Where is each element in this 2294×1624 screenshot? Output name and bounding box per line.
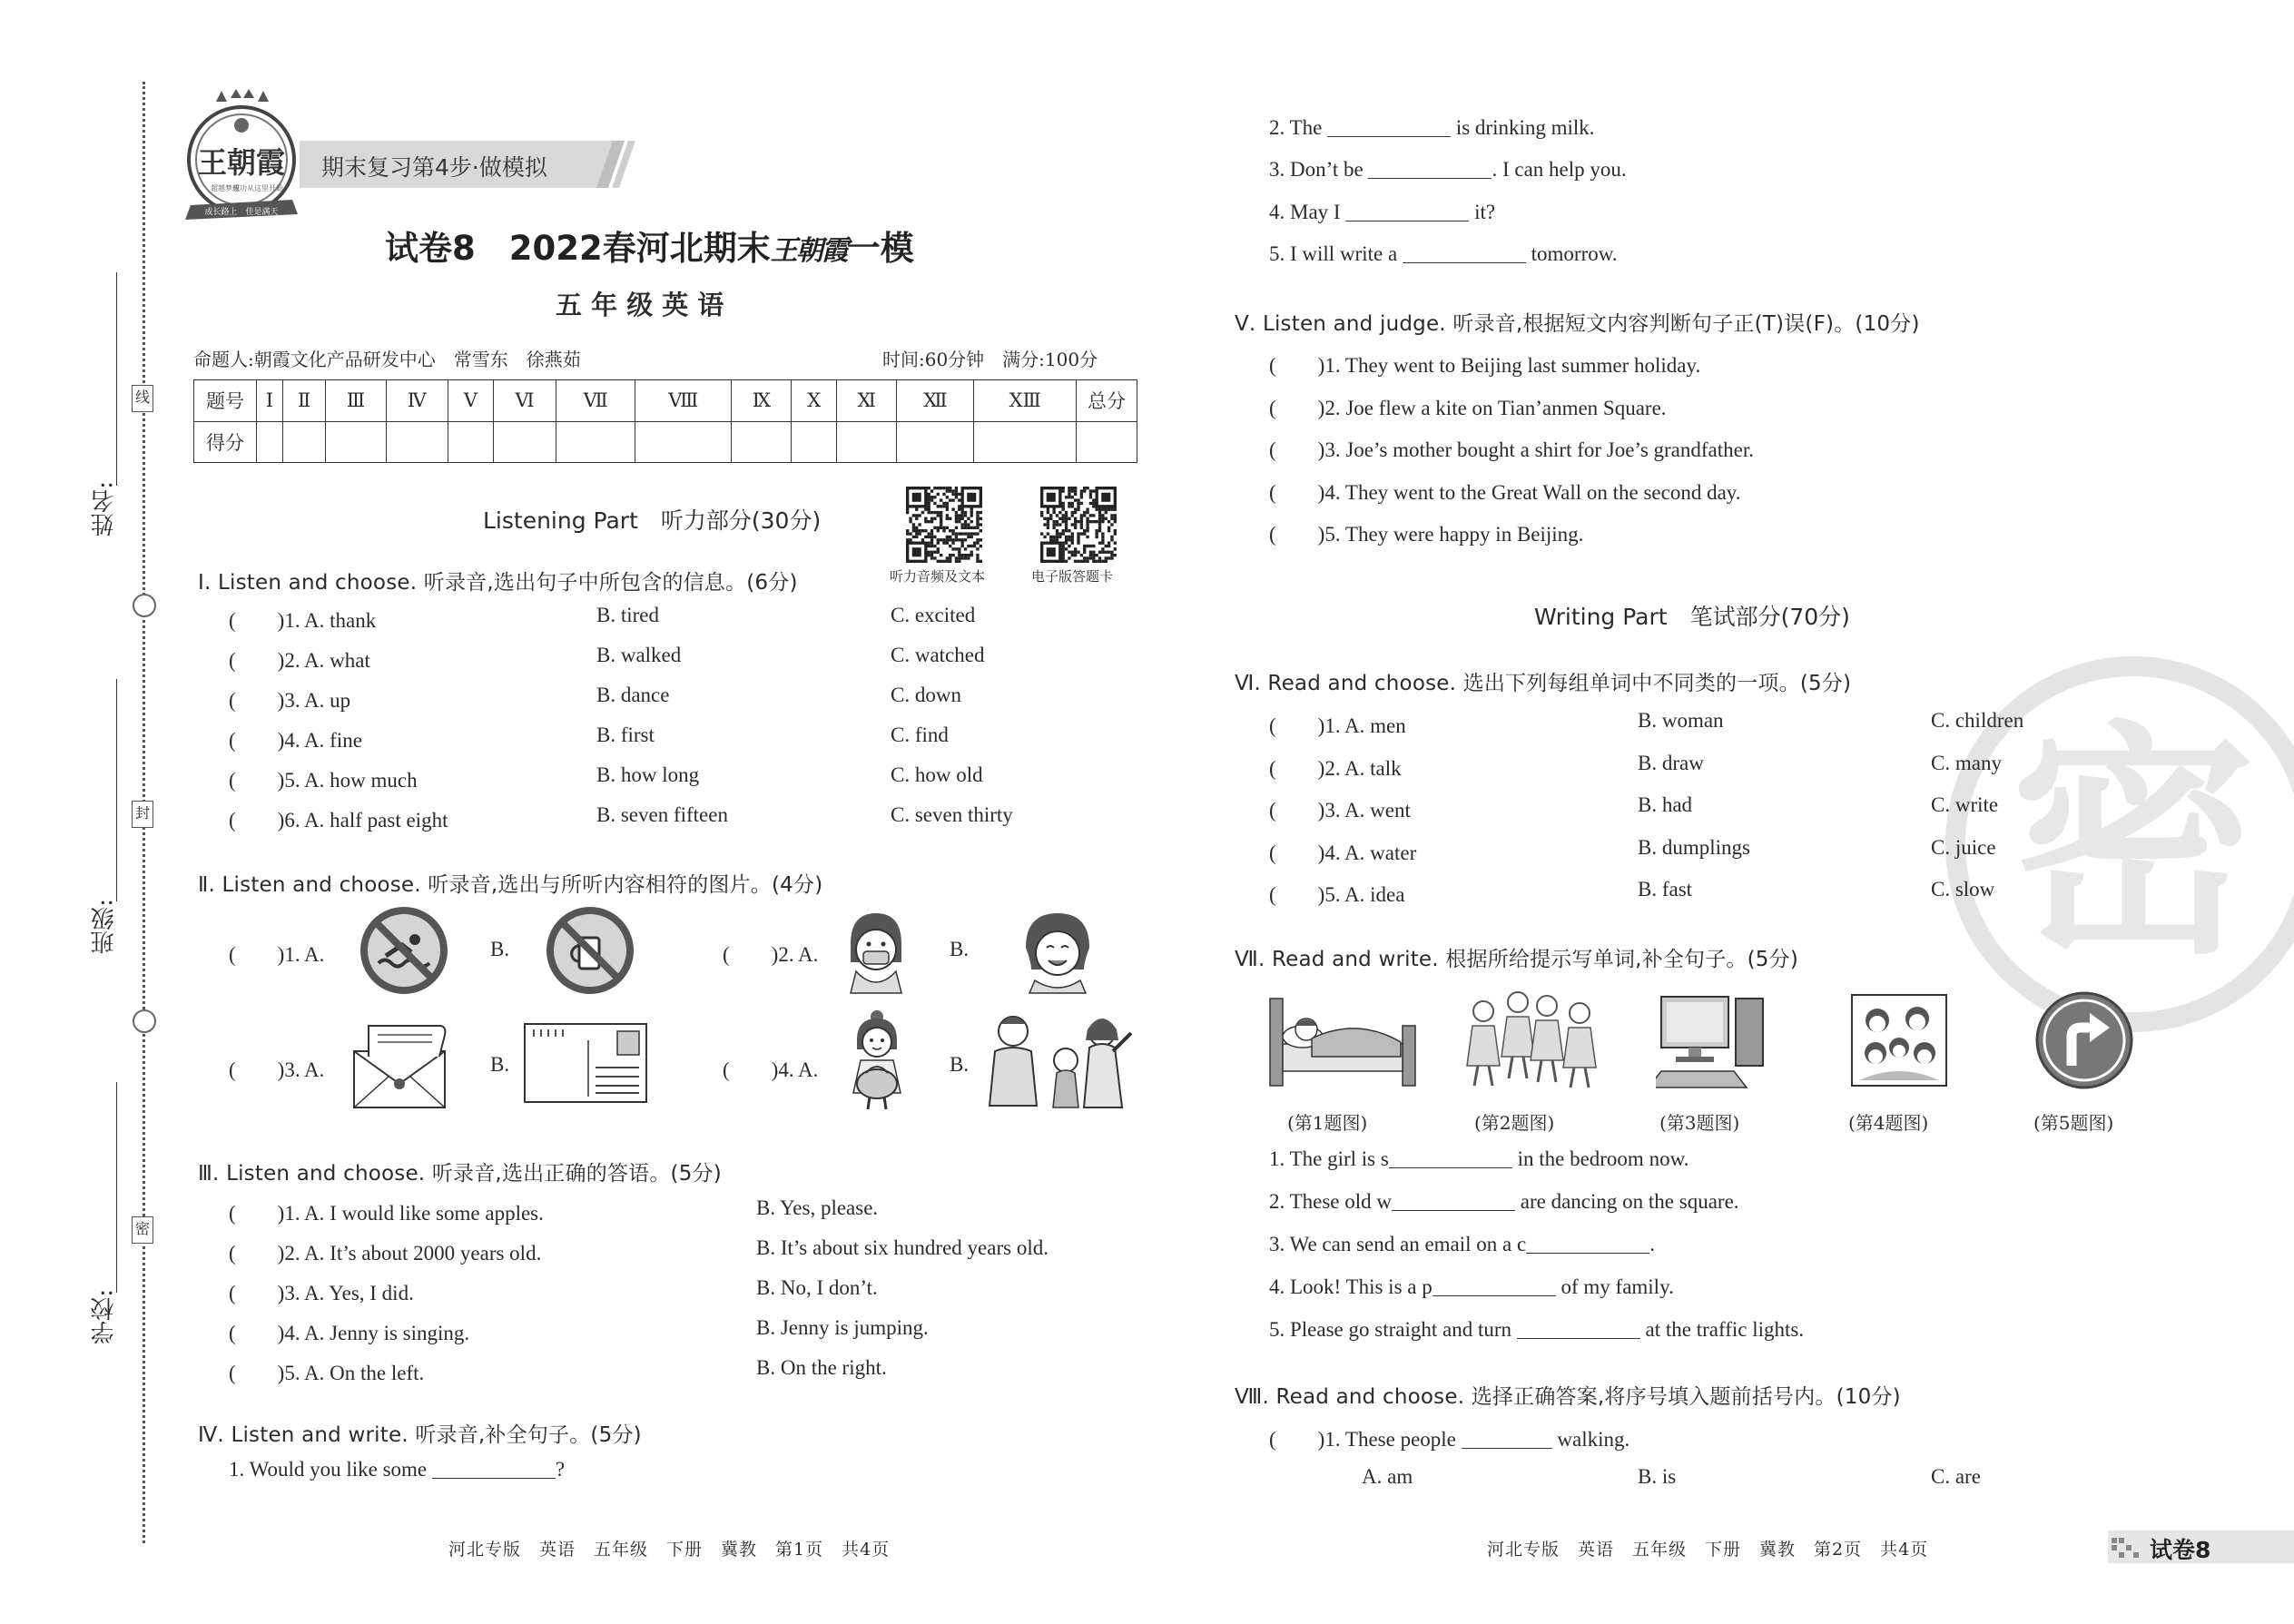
qr-code-answer-card[interactable]	[1040, 487, 1117, 563]
score-col: Ⅻ	[897, 380, 974, 422]
s5-statement: ( )3. Joe’s mother bought a shirt for Joe’s grandfather.	[1269, 438, 1754, 461]
picture-caption: (第3题图)	[1659, 1112, 1740, 1134]
page-subtitle: 五 年 级 英 语	[556, 290, 724, 320]
computer-picture[interactable]	[1656, 991, 1769, 1095]
score-col: Ⅴ	[448, 380, 493, 422]
page-title	[385, 221, 914, 270]
s7-item-2	[1269, 1190, 1739, 1214]
score-cell[interactable]	[282, 421, 326, 463]
answer-blank[interactable]	[1327, 135, 1451, 137]
s7-item-5	[1269, 1318, 1804, 1342]
name-label: 姓名:	[91, 481, 118, 536]
s1-option-b: B. how long	[596, 763, 700, 786]
title-brand: 王朝霞	[770, 235, 847, 267]
answer-blank[interactable]	[1392, 1209, 1515, 1211]
s7-item-1	[1269, 1147, 1689, 1171]
s1-option-b: B. walked	[596, 644, 682, 666]
s1-option-a: ( )6. A. half past eight	[229, 809, 448, 832]
envelope-letter-picture[interactable]	[349, 1020, 453, 1117]
s3-option-b: B. It’s about six hundred years old.	[756, 1236, 1049, 1259]
no-drinking-sign-icon[interactable]	[545, 905, 635, 999]
seal-mark-xian: 线	[132, 385, 153, 412]
section4-title: Ⅳ. Listen and write. 听录音,补全句子。(5分)	[198, 1423, 642, 1447]
s2-item: ( )3. A.	[229, 1058, 325, 1081]
s1-option-a: ( )4. A. fine	[229, 729, 362, 752]
answer-blank[interactable]	[1403, 261, 1526, 263]
s3-option-b: B. Jenny is jumping.	[756, 1316, 929, 1339]
s3-option-a: ( )5. A. On the left.	[229, 1362, 425, 1384]
picture-caption: (第5题图)	[2033, 1112, 2114, 1134]
s3-option-a: ( )2. A. It’s about 2000 years old.	[229, 1242, 542, 1265]
class-label: 班级:	[91, 899, 118, 954]
s7-item-4	[1269, 1275, 1674, 1299]
watermark-text: 密	[2011, 701, 2256, 987]
school-field[interactable]	[116, 1082, 117, 1293]
time-score: 时间:60分钟 满分:100分	[882, 349, 1098, 370]
score-col: Ⅷ	[635, 380, 732, 422]
logo-motto-right: 成功从这里开始	[232, 184, 283, 192]
score-cell[interactable]	[897, 421, 974, 463]
s4-pre: 2. The	[1269, 116, 1323, 139]
logo-ribbon-text: 成长路上 佳是满天	[204, 208, 279, 217]
score-col: Ⅹ	[792, 380, 837, 422]
s8-option-c: C. are	[1931, 1465, 1981, 1488]
s1-option-b: B. tired	[596, 604, 659, 626]
s7-pre: 1. The girl is s	[1269, 1147, 1389, 1170]
s8-option-b: B. is	[1638, 1465, 1677, 1488]
seal-mark-mi: 密	[132, 1216, 153, 1244]
score-cell[interactable]	[326, 421, 386, 463]
footer-tab	[2108, 1530, 2294, 1563]
banner-text: 期末复习第4步·做模拟	[321, 154, 547, 181]
s5-statement: ( )1. They went to Beijing last summer holiday.	[1269, 354, 1701, 377]
s6-option-c: C. slow	[1931, 878, 1995, 901]
qr-code-audio[interactable]	[906, 487, 982, 563]
score-cell[interactable]	[556, 421, 635, 463]
s6-option-b: B. had	[1638, 793, 1693, 816]
score-table-header-label: 题号	[194, 380, 257, 422]
s1-option-c: C. how old	[891, 763, 983, 786]
s8-post: walking.	[1557, 1428, 1630, 1451]
smiling-woman-picture[interactable]	[1017, 908, 1098, 998]
picture-caption: (第4题图)	[1848, 1112, 1929, 1134]
s6-option-a: ( )4. A. water	[1269, 841, 1417, 864]
logo-text: 王朝霞	[197, 145, 286, 180]
s2-b-label: B.	[490, 938, 510, 960]
s8-pre: ( )1. These people	[1269, 1428, 1456, 1451]
section8-title: Ⅷ. Read and choose. 选择正确答案,将序号填入题前括号内。(10分)	[1235, 1385, 1901, 1409]
s1-option-c: C. seven thirty	[891, 803, 1013, 826]
s3-option-a: ( )3. A. Yes, I did.	[229, 1282, 414, 1304]
s6-option-b: B. fast	[1638, 878, 1693, 901]
footer-right: 河北专版 英语 五年级 下册 冀教 第2页 共4页	[1487, 1540, 1929, 1560]
postcard-picture[interactable]	[523, 1022, 650, 1109]
section2-title: Ⅱ. Listen and choose. 听录音,选出与所听内容相符的图片。(4分)	[198, 873, 823, 897]
s7-post: at the traffic lights.	[1645, 1318, 1805, 1341]
s4-post: it?	[1474, 201, 1496, 223]
s2-item: ( )1. A.	[229, 943, 325, 966]
score-col: Ⅺ	[837, 380, 897, 422]
score-table-header-row	[194, 380, 1137, 422]
s4-item-5	[1269, 242, 1618, 266]
score-cell[interactable]	[837, 421, 897, 463]
score-cell[interactable]	[386, 421, 448, 463]
listening-part-heading: Listening Part 听力部分(30分)	[483, 507, 822, 534]
s3-option-b: B. On the right.	[756, 1356, 887, 1379]
s6-option-c: C. write	[1931, 793, 1999, 816]
s1-option-a: ( )3. A. up	[229, 689, 351, 712]
s1-option-c: C. excited	[891, 604, 976, 626]
qr-label-audio: 听力音频及文本	[890, 568, 986, 585]
section3-title: Ⅲ. Listen and choose. 听录音,选出正确的答语。(5分)	[198, 1162, 722, 1186]
s2-item: ( )4. A.	[723, 1058, 819, 1081]
score-cell[interactable]	[448, 421, 493, 463]
s3-option-b: B. Yes, please.	[756, 1196, 879, 1219]
s4-item-4	[1269, 201, 1495, 224]
s7-post: .	[1649, 1233, 1655, 1255]
s1-option-c: C. watched	[891, 644, 985, 666]
score-col: Ⅲ	[326, 380, 386, 422]
binding-ring-icon	[133, 594, 156, 617]
s3-option-a: ( )1. A. I would like some apples.	[229, 1202, 544, 1225]
s4-pre: 3. Don’t be	[1269, 158, 1364, 181]
authors: 命题人:朝霞文化产品研发中心 常雪东 徐燕茹	[193, 349, 581, 370]
score-col: Ⅵ	[494, 380, 556, 422]
answer-blank[interactable]	[1389, 1166, 1512, 1168]
s2-b-label: B.	[950, 1053, 970, 1076]
s3-option-b: B. No, I don’t.	[756, 1276, 878, 1299]
s7-post: of my family.	[1561, 1275, 1674, 1298]
s4-pre: 5. I will write a	[1269, 242, 1398, 265]
score-col: ⅩⅢ	[974, 380, 1077, 422]
score-cell[interactable]	[257, 421, 283, 463]
brand-logo	[178, 89, 305, 225]
answer-blank[interactable]	[1526, 1252, 1649, 1254]
s4-item-1	[229, 1458, 565, 1481]
s4-item-3	[1269, 158, 1627, 182]
score-cell[interactable]	[635, 421, 732, 463]
section6-title: Ⅵ. Read and choose. 选出下列每组单词中不同类的一项。(5分)	[1235, 672, 1852, 695]
s5-statement: ( )5. They were happy in Beijing.	[1269, 523, 1584, 546]
score-cell[interactable]	[1077, 421, 1137, 463]
s1-option-b: B. first	[596, 723, 655, 746]
s1-option-c: C. find	[891, 723, 949, 746]
s6-option-a: ( )3. A. went	[1269, 799, 1411, 822]
score-table-score-row	[194, 421, 1137, 463]
score-col: Ⅰ	[257, 380, 283, 422]
s1-option-b: B. dance	[596, 684, 670, 706]
answer-blank[interactable]	[1517, 1337, 1640, 1339]
girl-with-mask-picture[interactable]	[840, 908, 912, 998]
score-cell[interactable]	[792, 421, 837, 463]
title-main: 试卷8 2022春河北期末	[385, 229, 771, 268]
section5-title: Ⅴ. Listen and judge. 听录音,根据短文内容判断句子正(T)误(F)。(10分)	[1235, 312, 1920, 336]
s4-post: is drinking milk.	[1455, 116, 1595, 139]
s2-item: ( )2. A.	[723, 943, 819, 966]
score-col: Ⅸ	[732, 380, 792, 422]
family-photo-picture[interactable]	[1850, 993, 1948, 1091]
class-field[interactable]	[116, 679, 117, 901]
answer-blank[interactable]	[1462, 1447, 1552, 1449]
s7-item-3	[1269, 1233, 1655, 1256]
picture-caption: (第2题图)	[1474, 1112, 1555, 1134]
s7-post: are dancing on the square.	[1520, 1190, 1739, 1213]
score-cell[interactable]	[494, 421, 556, 463]
footer-tab-label: 试卷8	[2150, 1537, 2211, 1563]
s5-statement: ( )2. Joe flew a kite on Tian’anmen Square.	[1269, 396, 1667, 419]
s6-option-b: B. woman	[1638, 709, 1724, 732]
s8-option-a: A. am	[1362, 1465, 1413, 1488]
banner	[300, 141, 635, 188]
s6-option-b: B. dumplings	[1638, 835, 1750, 859]
score-table-score-label: 得分	[194, 421, 257, 463]
family-group-picture[interactable]	[977, 1011, 1136, 1115]
s6-option-b: B. draw	[1638, 751, 1704, 774]
s5-statement: ( )4. They went to the Great Wall on the second day.	[1269, 480, 1741, 504]
score-cell[interactable]	[974, 421, 1077, 463]
s4-pre: 1. Would you like some	[229, 1458, 428, 1481]
s7-pre: 5. Please go straight and turn	[1269, 1318, 1512, 1341]
answer-blank[interactable]	[432, 1477, 556, 1479]
score-cell[interactable]	[732, 421, 792, 463]
s6-option-c: C. juice	[1931, 835, 1996, 859]
sleeping-girl-picture[interactable]	[1266, 989, 1421, 1093]
s1-option-c: C. down	[891, 684, 961, 706]
s1-option-a: ( )1. A. thank	[229, 609, 377, 632]
s8-item-1	[1269, 1422, 1629, 1452]
footer-left: 河北专版 英语 五年级 下册 冀教 第1页 共4页	[448, 1540, 891, 1560]
answer-blank[interactable]	[1368, 177, 1492, 179]
s1-option-a: ( )5. A. how much	[229, 769, 418, 792]
title-suffix: 一模	[846, 229, 914, 268]
score-col-total: 总分	[1077, 380, 1137, 422]
seal-mark-feng: 封	[132, 801, 153, 828]
answer-blank[interactable]	[1345, 220, 1469, 221]
s3-option-a: ( )4. A. Jenny is singing.	[229, 1322, 470, 1344]
s7-pre: 2. These old w	[1269, 1190, 1393, 1213]
logo-motto-left: 超越梦想	[211, 184, 240, 192]
score-col: Ⅶ	[556, 380, 635, 422]
s4-post: ?	[555, 1458, 566, 1481]
s7-post: in the bedroom now.	[1517, 1147, 1689, 1170]
s6-option-a: ( )5. A. idea	[1269, 883, 1405, 906]
s1-option-b: B. seven fifteen	[596, 803, 728, 826]
s4-post: tomorrow.	[1531, 242, 1618, 265]
s6-option-c: C. children	[1931, 709, 2024, 732]
s1-option-a: ( )2. A. what	[229, 649, 370, 672]
qr-label-answer-card: 电子版答题卡	[1031, 568, 1114, 585]
section7-title: Ⅶ. Read and write. 根据所给提示写单词,补全句子。(5分)	[1235, 948, 1798, 971]
section1-title: Ⅰ. Listen and choose. 听录音,选出句子中所包含的信息。(6分)	[198, 571, 798, 595]
writing-part-heading: Writing Part 笔试部分(70分)	[1534, 604, 1850, 630]
score-table	[193, 379, 1137, 463]
answer-blank[interactable]	[1433, 1294, 1556, 1296]
s6-option-a: ( )1. A. men	[1269, 714, 1406, 737]
s7-pre: 4. Look! This is a p	[1269, 1275, 1433, 1298]
picture-caption: (第1题图)	[1287, 1112, 1368, 1134]
s2-b-label: B.	[950, 938, 970, 960]
s4-pre: 4. May I	[1269, 201, 1341, 223]
s2-b-label: B.	[490, 1053, 510, 1076]
score-col: Ⅱ	[282, 380, 326, 422]
old-people-dancing-picture[interactable]	[1456, 988, 1606, 1096]
s6-option-c: C. many	[1931, 751, 2002, 774]
s6-option-a: ( )2. A. talk	[1269, 756, 1402, 780]
binding-ring-icon	[133, 1009, 156, 1033]
s7-pre: 3. We can send an email on a c	[1269, 1233, 1527, 1255]
no-swimming-sign-icon[interactable]	[359, 905, 449, 999]
turn-right-sign-icon[interactable]	[2033, 989, 2135, 1095]
score-col: Ⅳ	[386, 380, 448, 422]
s4-post: . I can help you.	[1492, 158, 1627, 181]
s4-item-2	[1269, 116, 1595, 140]
girl-with-bag-picture[interactable]	[844, 1009, 910, 1115]
name-field[interactable]	[116, 272, 117, 486]
school-label: 学校:	[91, 1289, 118, 1344]
